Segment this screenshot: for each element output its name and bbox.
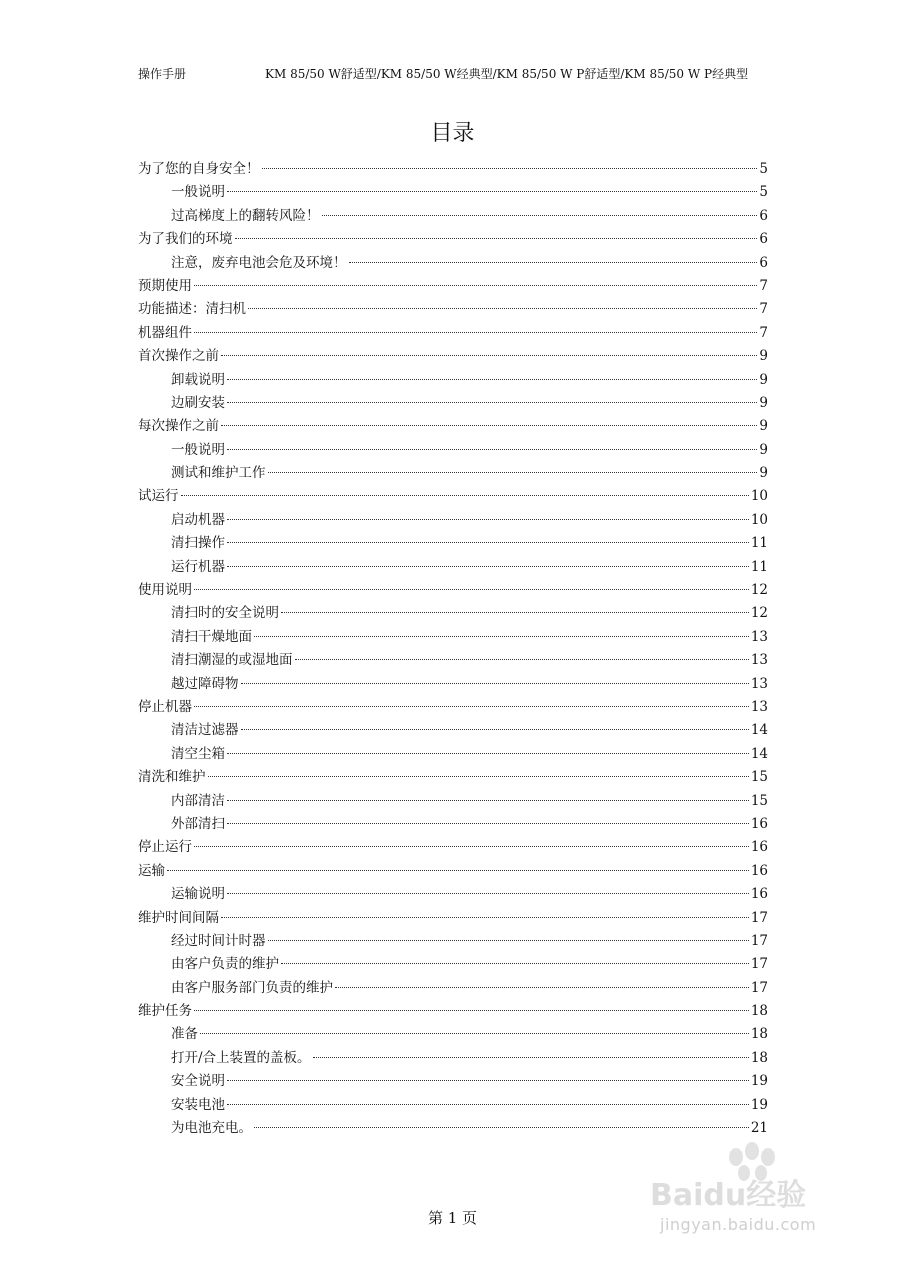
toc-entry-page: 17 bbox=[750, 979, 768, 996]
toc-entry[interactable] bbox=[138, 696, 768, 719]
toc-entry-label: 首次操作之前 bbox=[138, 348, 219, 365]
toc-entry-label: 一般说明 bbox=[171, 184, 225, 201]
toc-entry[interactable] bbox=[138, 252, 768, 275]
dot-leader bbox=[227, 1080, 749, 1081]
toc-entry-page: 15 bbox=[750, 769, 768, 786]
toc-entry[interactable] bbox=[138, 415, 768, 438]
dot-leader bbox=[235, 238, 758, 239]
toc-entry-label: 由客户负责的维护 bbox=[171, 956, 279, 973]
toc-entry-page: 18 bbox=[750, 1049, 768, 1066]
toc-entry[interactable] bbox=[138, 392, 768, 415]
toc-entry[interactable] bbox=[138, 228, 768, 251]
toc-entry-page: 18 bbox=[750, 1003, 768, 1020]
toc-entry[interactable] bbox=[138, 462, 768, 485]
toc-entry-label: 每次操作之前 bbox=[138, 418, 219, 435]
dot-leader bbox=[221, 425, 757, 426]
toc-entry-label: 清空尘箱 bbox=[171, 745, 225, 762]
dot-leader bbox=[194, 706, 749, 707]
header-model-list: KM 85/50 W舒适型/KM 85/50 W经典型/KM 85/50 W P舒适型/KM 85/50 W P经典型 bbox=[265, 67, 749, 81]
dot-leader bbox=[262, 168, 758, 169]
toc-entry[interactable] bbox=[138, 509, 768, 532]
toc-entry-label: 经过时间计时器 bbox=[171, 932, 266, 949]
toc-entry-page: 5 bbox=[759, 161, 768, 177]
toc-entry-label: 机器组件 bbox=[138, 324, 192, 341]
watermark-logo-text: Baidu经验 bbox=[650, 1178, 807, 1213]
toc-entry[interactable] bbox=[138, 275, 768, 298]
toc-entry[interactable] bbox=[138, 298, 768, 321]
toc-entry-label: 运输说明 bbox=[171, 886, 225, 903]
toc-entry-label: 使用说明 bbox=[138, 582, 192, 599]
toc-entry[interactable] bbox=[138, 626, 768, 649]
toc-entry[interactable] bbox=[138, 322, 768, 345]
toc-entry-page: 6 bbox=[759, 231, 768, 248]
dot-leader bbox=[268, 940, 749, 941]
toc-entry[interactable] bbox=[138, 719, 768, 742]
toc-entry[interactable] bbox=[138, 953, 768, 976]
toc-entry[interactable] bbox=[138, 860, 768, 883]
toc-entry-label: 由客户服务部门负责的维护 bbox=[171, 979, 333, 996]
dot-leader bbox=[227, 379, 757, 380]
toc-entry-page: 12 bbox=[750, 582, 768, 599]
dot-leader bbox=[227, 449, 757, 450]
toc-entry-page: 17 bbox=[750, 956, 768, 973]
toc-entry-label: 运输 bbox=[138, 862, 165, 879]
toc-entry-page: 19 bbox=[750, 1096, 768, 1113]
toc-entry-page: 5 bbox=[759, 184, 768, 201]
dot-leader bbox=[254, 636, 749, 637]
toc-entry[interactable] bbox=[138, 556, 768, 579]
toc-entry-page: 16 bbox=[750, 886, 768, 903]
dot-leader bbox=[349, 262, 758, 263]
toc-entry-page: 16 bbox=[750, 839, 768, 856]
toc-entry-page: 18 bbox=[750, 1026, 768, 1043]
toc-entry[interactable] bbox=[138, 1000, 768, 1023]
dot-leader bbox=[268, 472, 758, 473]
toc-entry[interactable] bbox=[138, 345, 768, 368]
dot-leader bbox=[221, 917, 749, 918]
toc-entry-page: 9 bbox=[759, 465, 768, 482]
toc-entry[interactable] bbox=[138, 1070, 768, 1093]
toc-entry-label: 外部清扫 bbox=[171, 815, 225, 832]
toc-entry-page: 9 bbox=[759, 441, 768, 458]
toc-entry[interactable] bbox=[138, 369, 768, 392]
toc-entry[interactable] bbox=[138, 158, 768, 181]
toc-entry-page: 14 bbox=[750, 745, 768, 762]
toc-entry-page: 7 bbox=[759, 301, 768, 318]
dot-leader bbox=[241, 683, 749, 684]
toc-entry-page: 14 bbox=[750, 722, 768, 739]
toc-entry[interactable] bbox=[138, 485, 768, 508]
toc-entry-page: 17 bbox=[750, 909, 768, 926]
toc-entry-page: 21 bbox=[750, 1120, 768, 1137]
toc-entry[interactable] bbox=[138, 181, 768, 204]
toc-entry-label: 清扫干燥地面 bbox=[171, 628, 252, 645]
toc-entry[interactable] bbox=[138, 743, 768, 766]
toc-entry-page: 9 bbox=[759, 348, 768, 365]
toc-entry-label: 试运行 bbox=[138, 488, 179, 505]
dot-leader bbox=[208, 776, 749, 777]
dot-leader bbox=[227, 566, 749, 567]
dot-leader bbox=[221, 355, 757, 356]
dot-leader bbox=[227, 1104, 749, 1105]
page-header bbox=[138, 64, 778, 84]
baidu-watermark bbox=[640, 1135, 870, 1265]
dot-leader bbox=[313, 1057, 749, 1058]
toc-entry[interactable] bbox=[138, 602, 768, 625]
baidu-paw-logo-icon bbox=[640, 1135, 870, 1215]
dot-leader bbox=[181, 495, 749, 496]
dot-leader bbox=[322, 215, 758, 216]
dot-leader bbox=[227, 893, 749, 894]
dot-leader bbox=[227, 542, 749, 543]
toc-entry-page: 17 bbox=[750, 932, 768, 949]
toc-entry-page: 16 bbox=[750, 815, 768, 832]
toc-entry-page: 7 bbox=[759, 324, 768, 341]
toc-entry-page: 7 bbox=[759, 277, 768, 294]
dot-leader bbox=[241, 729, 749, 730]
toc-entry-page: 10 bbox=[750, 488, 768, 505]
toc-entry-label: 维护任务 bbox=[138, 1003, 192, 1020]
toc-entry-label: 越过障碍物 bbox=[171, 675, 239, 692]
toc-entry-page: 15 bbox=[750, 792, 768, 809]
dot-leader bbox=[248, 308, 757, 309]
toc-entry-label: 测试和维护工作 bbox=[171, 465, 266, 482]
dot-leader bbox=[194, 332, 757, 333]
toc-entry-label: 卸载说明 bbox=[171, 371, 225, 388]
page-number: 第 1 页 bbox=[427, 1209, 478, 1227]
dot-leader bbox=[194, 1010, 749, 1011]
dot-leader bbox=[227, 753, 749, 754]
toc-entry[interactable] bbox=[138, 205, 768, 228]
toc-entry[interactable] bbox=[138, 1047, 768, 1070]
toc-entry-page: 9 bbox=[759, 371, 768, 388]
toc-entry[interactable] bbox=[138, 977, 768, 1000]
dot-leader bbox=[167, 870, 749, 871]
toc-entry-page: 19 bbox=[750, 1073, 768, 1090]
toc-entry-label: 为电池充电。 bbox=[171, 1120, 252, 1137]
toc-entry-label: 边刷安装 bbox=[171, 394, 225, 411]
page-title: 目录 bbox=[430, 121, 475, 146]
toc-entry[interactable] bbox=[138, 836, 768, 859]
watermark-url: jingyan.baidu.com bbox=[660, 1215, 817, 1234]
toc-entry-page: 16 bbox=[750, 862, 768, 879]
toc-entry-page: 11 bbox=[750, 535, 768, 552]
toc-entry[interactable] bbox=[138, 766, 768, 789]
toc-entry-label: 维护时间间隔 bbox=[138, 909, 219, 926]
dot-leader bbox=[227, 191, 757, 192]
toc-entry-page: 10 bbox=[750, 511, 768, 528]
toc-entry-page: 6 bbox=[759, 207, 768, 224]
dot-leader bbox=[227, 402, 757, 403]
dot-leader bbox=[335, 987, 749, 988]
toc-entry-label: 准备 bbox=[171, 1026, 198, 1043]
dot-leader bbox=[227, 823, 749, 824]
toc-entry[interactable] bbox=[138, 673, 768, 696]
toc-entry-page: 12 bbox=[750, 605, 768, 622]
toc-entry-label: 打开/合上装置的盖板。 bbox=[171, 1049, 311, 1066]
toc-entry-label: 清扫潮湿的或湿地面 bbox=[171, 652, 293, 669]
toc-entry-label: 为了我们的环境 bbox=[138, 231, 233, 248]
toc-entry-label: 注意，废弃电池会危及环境！ bbox=[171, 254, 347, 271]
toc-entry-label: 安全说明 bbox=[171, 1073, 225, 1090]
dot-leader bbox=[227, 800, 749, 801]
toc-entry-label: 停止运行 bbox=[138, 839, 192, 856]
toc-entry-label: 过高梯度上的翻转风险！ bbox=[171, 207, 320, 224]
toc-entry-label: 清洗和维护 bbox=[138, 769, 206, 786]
toc-entry-label: 停止机器 bbox=[138, 698, 192, 715]
toc-entry[interactable] bbox=[138, 1023, 768, 1046]
toc-entry-label: 清扫时的安全说明 bbox=[171, 605, 279, 622]
toc-entry[interactable] bbox=[138, 649, 768, 672]
toc-entry[interactable] bbox=[138, 813, 768, 836]
dot-leader bbox=[281, 612, 749, 613]
dot-leader bbox=[200, 1033, 749, 1034]
toc-entry-page: 13 bbox=[750, 675, 768, 692]
toc-entry-label: 为了您的自身安全！ bbox=[138, 161, 260, 177]
toc-entry-label: 预期使用 bbox=[138, 277, 192, 294]
dot-leader bbox=[281, 963, 749, 964]
toc-entry-page: 6 bbox=[759, 254, 768, 271]
toc-entry[interactable] bbox=[138, 907, 768, 930]
toc-entry[interactable] bbox=[138, 930, 768, 953]
dot-leader bbox=[295, 659, 749, 660]
toc-entry-label: 一般说明 bbox=[171, 441, 225, 458]
dot-leader bbox=[194, 285, 757, 286]
toc-entry-label: 内部清洁 bbox=[171, 792, 225, 809]
toc-entry-label: 功能描述：清扫机 bbox=[138, 301, 246, 318]
toc-entry-page: 13 bbox=[750, 628, 768, 645]
dot-leader bbox=[254, 1127, 749, 1128]
dot-leader bbox=[227, 519, 749, 520]
header-manual-label: 操作手册 bbox=[138, 67, 187, 81]
toc-entry-page: 9 bbox=[759, 394, 768, 411]
toc-entry[interactable] bbox=[138, 532, 768, 555]
toc-entry-label: 清洁过滤器 bbox=[171, 722, 239, 739]
toc-entry[interactable] bbox=[138, 1094, 768, 1117]
toc-entry[interactable] bbox=[138, 439, 768, 462]
toc-entry-page: 11 bbox=[750, 558, 768, 575]
toc-entry[interactable] bbox=[138, 790, 768, 813]
toc-entry-label: 运行机器 bbox=[171, 558, 225, 575]
toc-entry-page: 13 bbox=[750, 652, 768, 669]
dot-leader bbox=[194, 846, 749, 847]
toc-entry-page: 13 bbox=[750, 698, 768, 715]
toc-entry-page: 9 bbox=[759, 418, 768, 435]
toc-entry-label: 安装电池 bbox=[171, 1096, 225, 1113]
toc-entry-label: 清扫操作 bbox=[171, 535, 225, 552]
dot-leader bbox=[194, 589, 749, 590]
toc-entry-label: 启动机器 bbox=[171, 511, 225, 528]
table-of-contents bbox=[138, 158, 768, 1140]
toc-entry[interactable] bbox=[138, 579, 768, 602]
toc-entry[interactable] bbox=[138, 883, 768, 906]
